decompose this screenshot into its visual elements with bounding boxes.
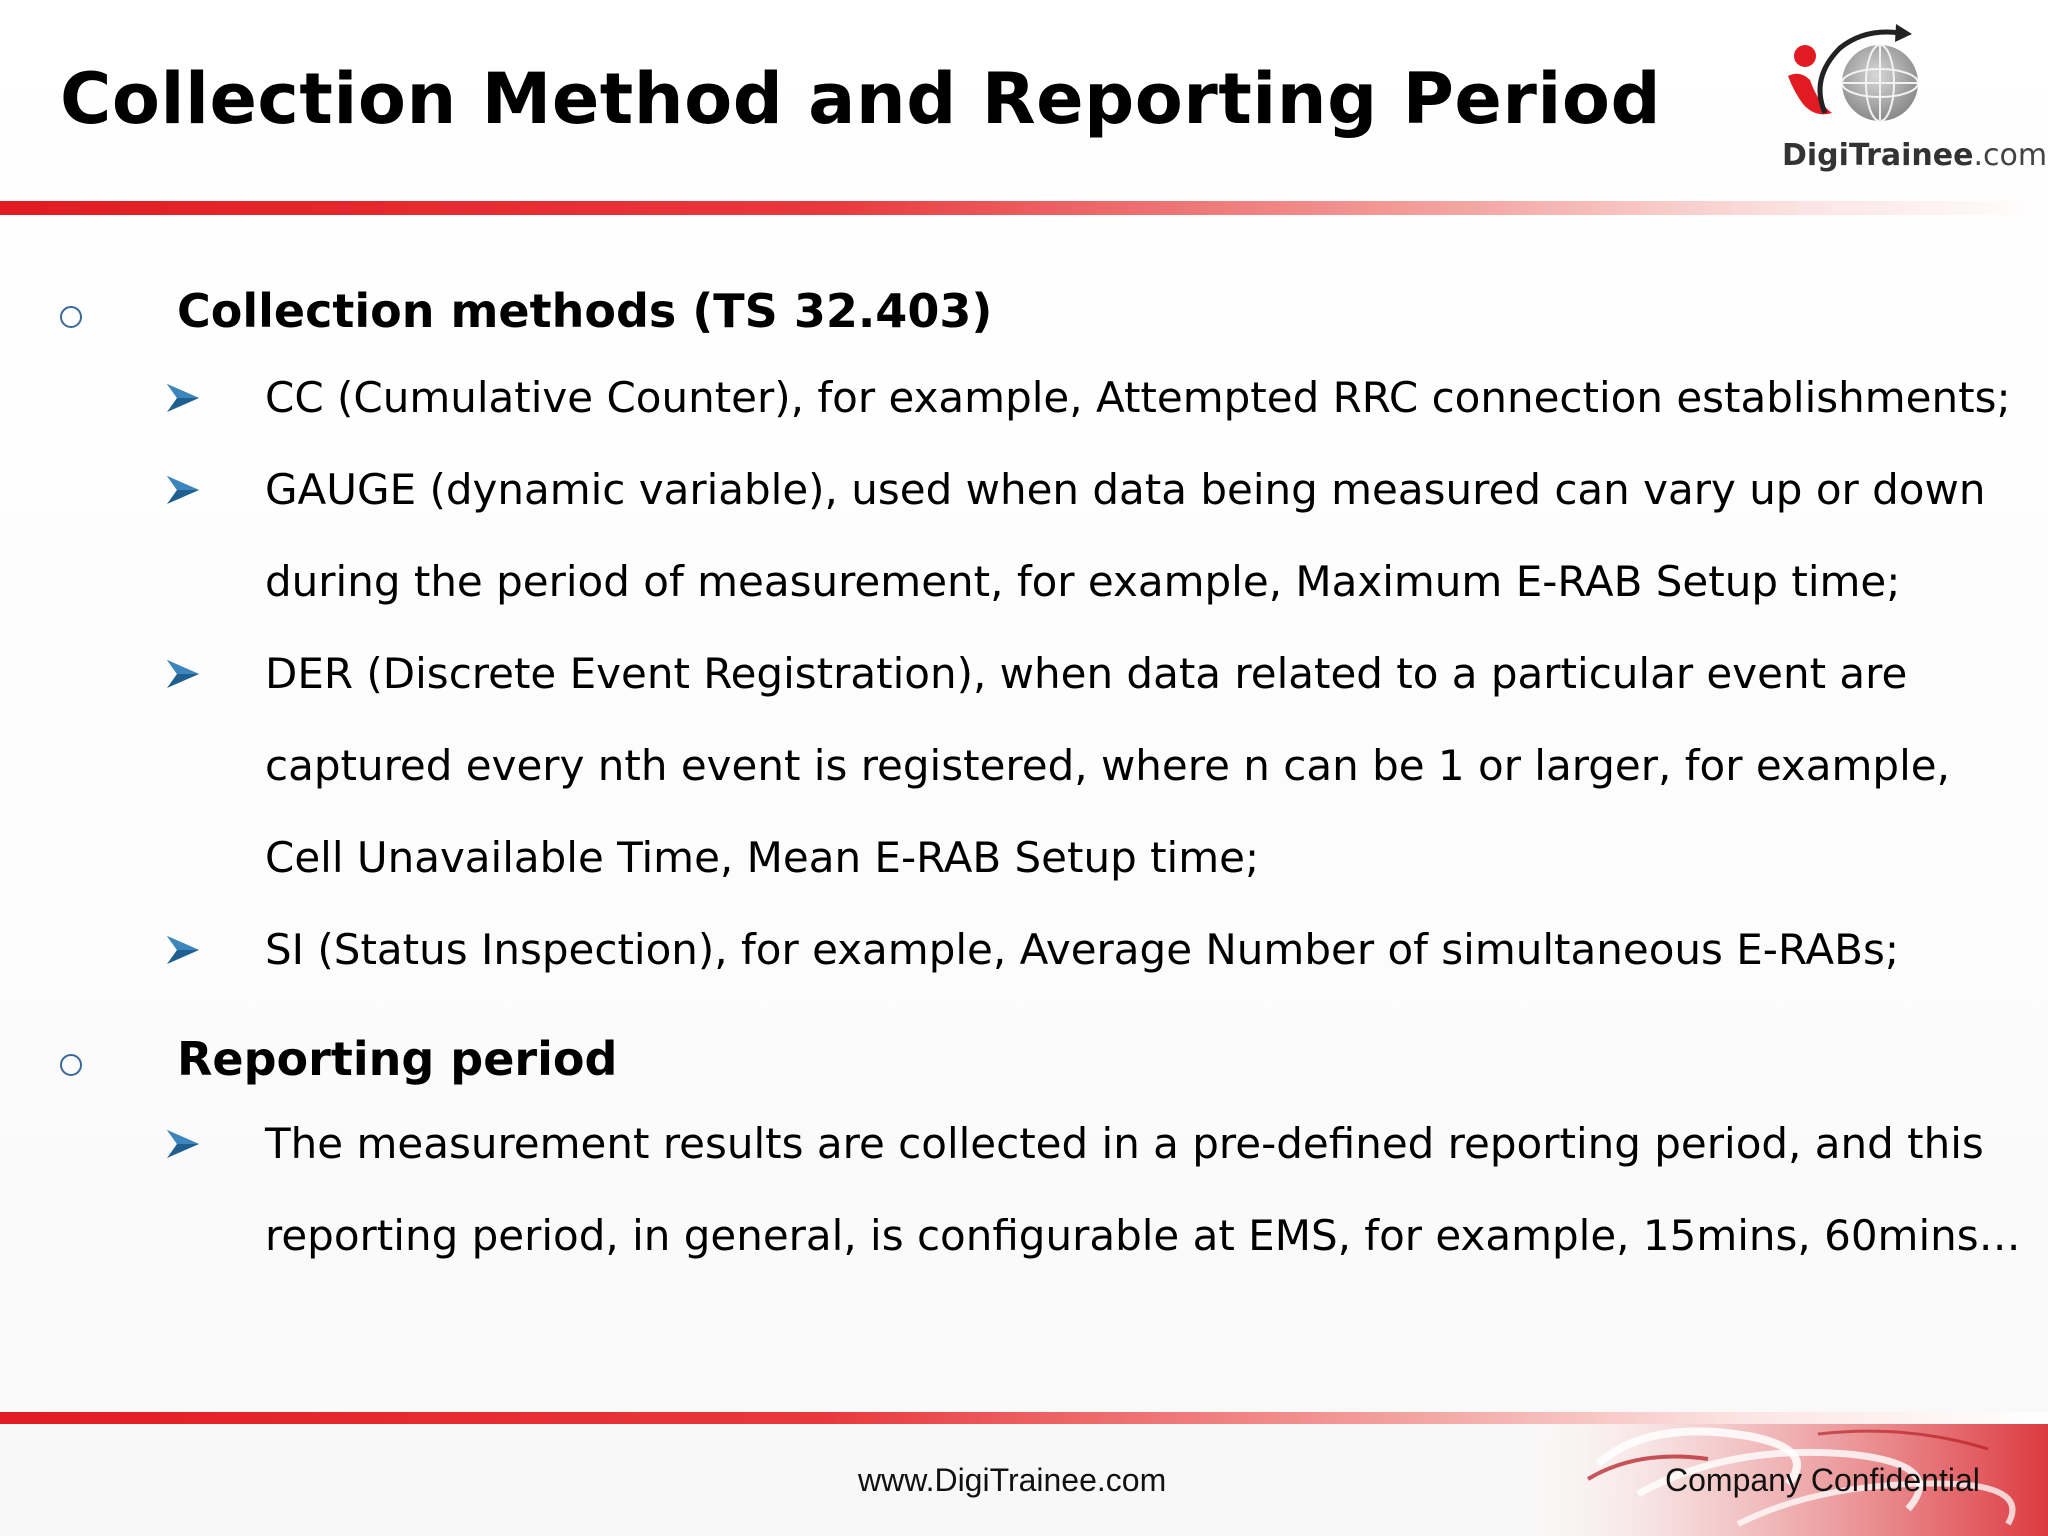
slide: Collection Method and Reporting Period DigiTrainee.com Collection methods (TS 32.403) CC (Cumulative Counter), for example, Attempted RRC connection establishments; GAUGE (dynamic variable), used when data being measured can vary up or down during the period of measurement, for example, Maximum E-RAB Setup time; DER (Discrete Event Registration), when data related to a particular event are captured every nth event is registered, where n can be 1 or larger, for example, Cell Unavailable Time, Mean E-RAB Setup time; SI (Status Inspection), for example, Average Number of simultaneous E-RABs; Reporting period The measurement results are collected in a pre-defined reporting period, and this reporting period, in general, is configurable at EMS, for example, 15mins, 60mins… www.DigiTrainee.com Company Confidential bbox=[0, 0, 2048, 1536]
arrow-bullet-icon bbox=[165, 656, 201, 692]
arrow-bullet-icon bbox=[165, 1126, 201, 1162]
footer-confidential: Company Confidential bbox=[1665, 1462, 1980, 1498]
logo-suffix: .com bbox=[1973, 138, 2048, 173]
logo-wordmark bbox=[1782, 138, 2047, 173]
arrow-bullet-icon bbox=[165, 472, 201, 508]
footer-divider bbox=[0, 1412, 2048, 1424]
arrow-bullet-icon bbox=[165, 380, 201, 416]
slide-title: Collection Method and Reporting Period bbox=[60, 58, 1662, 140]
arrow-bullet-icon bbox=[165, 932, 201, 968]
circle-bullet-icon bbox=[60, 306, 82, 328]
logo-brand: DigiTrainee bbox=[1782, 138, 1974, 173]
circle-bullet-icon bbox=[60, 1054, 82, 1076]
header-divider bbox=[0, 201, 2048, 215]
footer-website: www.DigiTrainee.com bbox=[858, 1462, 1167, 1498]
